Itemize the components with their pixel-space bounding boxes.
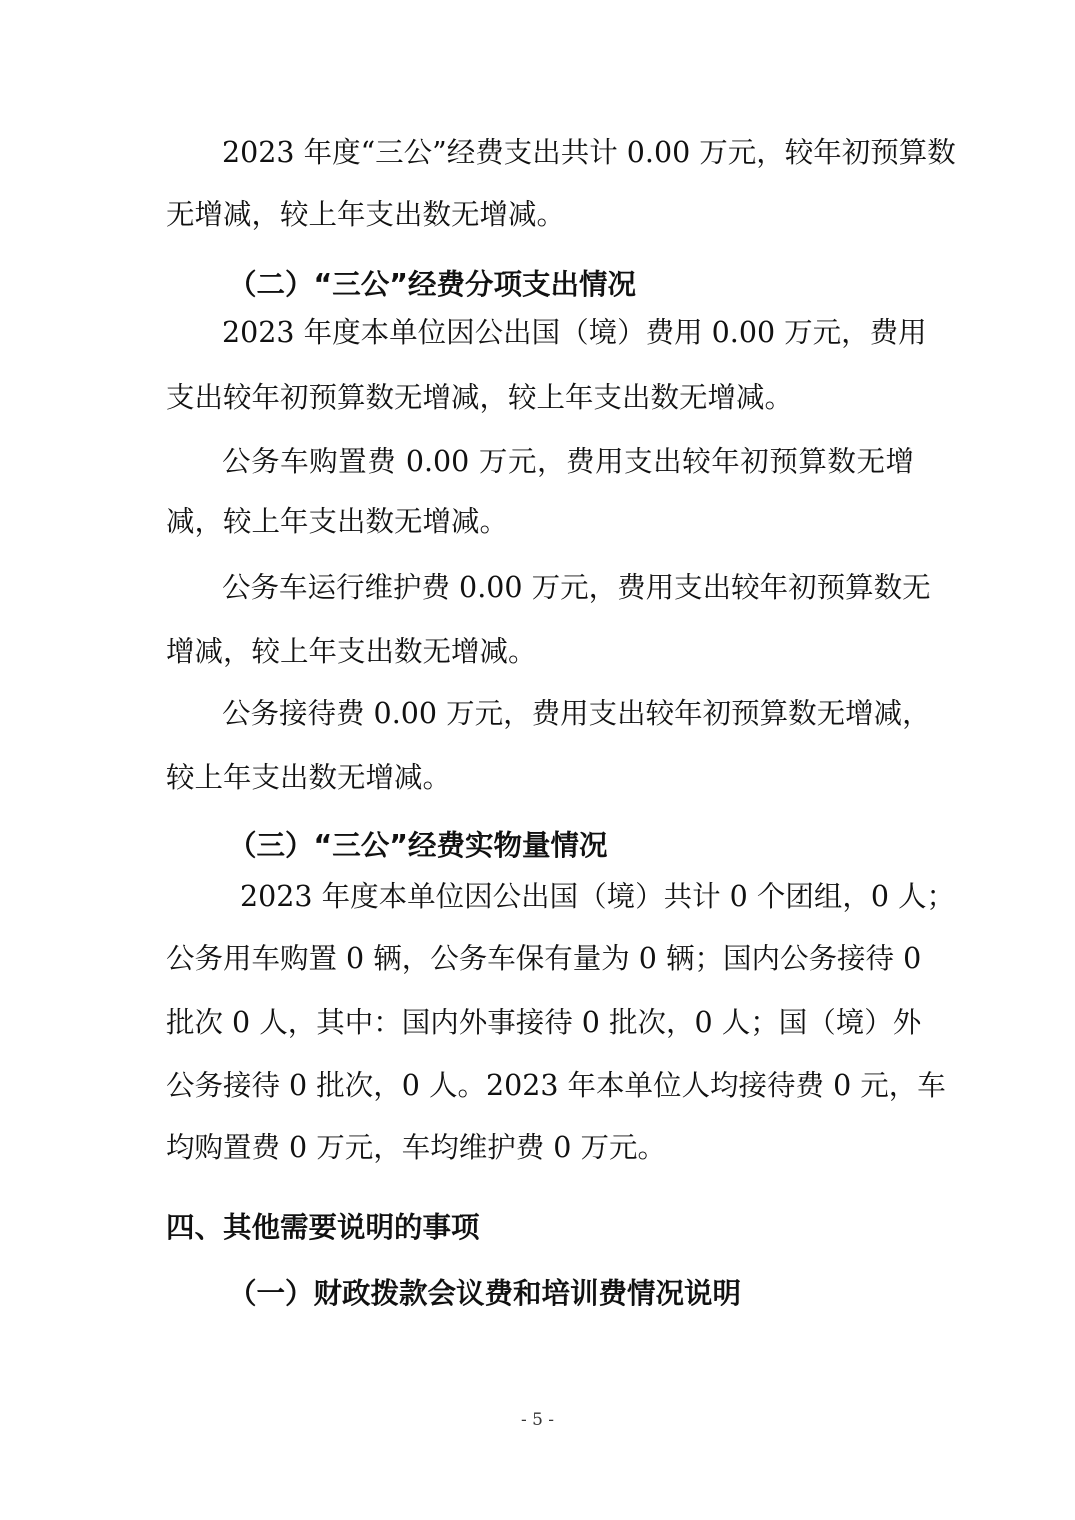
- section-heading: （二）“三公”经费分项支出情况: [228, 268, 636, 301]
- paragraph-line: 公务车购置费 0.00 万元，费用支出较年初预算数无增: [222, 445, 914, 478]
- paragraph-line: 2023 年度本单位因公出国（境）共计 0 个团组，0 人；: [240, 880, 956, 913]
- paragraph-line: 2023 年度本单位因公出国（境）费用 0.00 万元，费用: [222, 316, 927, 349]
- paragraph-line: 无增减，较上年支出数无增减。: [166, 198, 566, 231]
- paragraph-line: 公务接待费 0.00 万元，费用支出较年初预算数无增减，: [222, 697, 931, 730]
- paragraph-line: 均购置费 0 万元，车均维护费 0 万元。: [166, 1131, 667, 1164]
- paragraph-line: 公务车运行维护费 0.00 万元，费用支出较年初预算数无: [222, 571, 931, 604]
- paragraph-line: 2023 年度“三公”经费支出共计 0.00 万元，较年初预算数: [222, 136, 956, 169]
- page-number: - 5 -: [520, 1410, 555, 1430]
- section-heading: （一）财政拨款会议费和培训费情况说明: [228, 1277, 742, 1310]
- paragraph-line: 公务接待 0 批次，0 人。2023 年本单位人均接待费 0 元，车: [166, 1069, 946, 1102]
- paragraph-line: 较上年支出数无增减。: [166, 761, 452, 794]
- paragraph-line: 减，较上年支出数无增减。: [166, 505, 509, 538]
- paragraph-line: 批次 0 人，其中：国内外事接待 0 批次，0 人；国（境）外: [166, 1006, 922, 1039]
- section-heading: （三）“三公”经费实物量情况: [228, 829, 608, 862]
- chapter-heading: 四、其他需要说明的事项: [166, 1211, 480, 1244]
- paragraph-line: 增减，较上年支出数无增减。: [166, 635, 537, 668]
- paragraph-line: 公务用车购置 0 辆，公务车保有量为 0 辆；国内公务接待 0: [166, 942, 922, 975]
- paragraph-line: 支出较年初预算数无增减，较上年支出数无增减。: [166, 381, 794, 414]
